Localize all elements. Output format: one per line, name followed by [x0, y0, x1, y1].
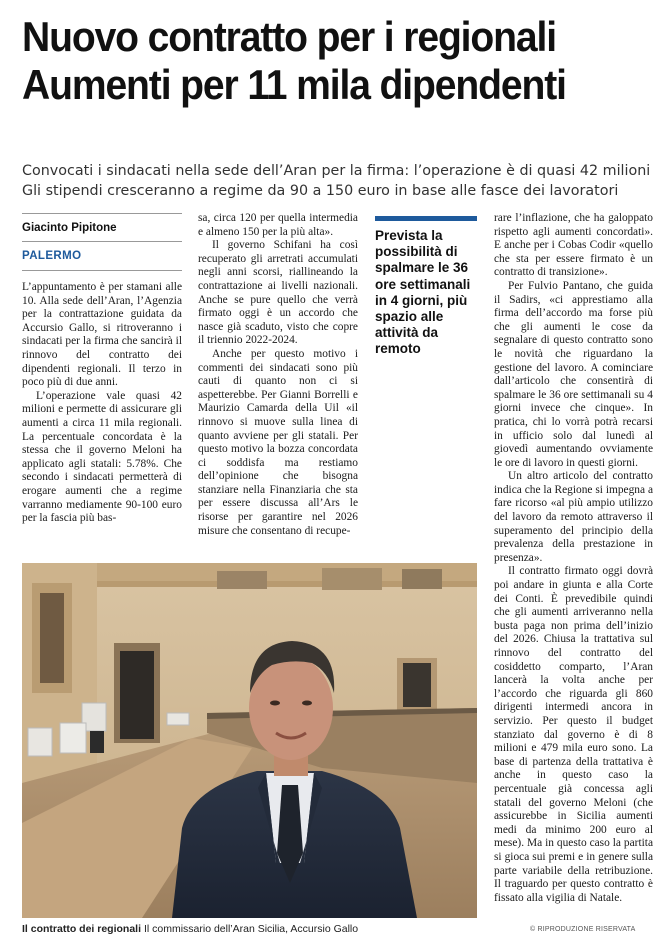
sidebar-accent-bar [375, 216, 477, 221]
dateline: PALERMO [22, 250, 82, 262]
byline-rule-bottom [22, 270, 182, 271]
paragraph: L’operazione vale quasi 42 milioni e permette di assicurare gli aumenti a circa 11 mila regionali. La percentuale concordata è la stessa che il governo Meloni ha applicato agli statali: 5.78%. Che secondo i sindacati permetterà di erogare aumenti che a regime varranno mediamente 90-100 euro per la fascia più bas- [22, 389, 182, 525]
caption-title: Il contratto dei regionali [22, 923, 142, 935]
headline-line-1: Nuovo contratto per i regionali [22, 13, 556, 60]
paragraph: Un altro articolo del contratto indica che la Regione si impegna a fare ricorso «al più ampio utilizzo del lavoro da remoto attraverso il superamento del principio della prevalenza della prestazione in presenza». [494, 470, 653, 564]
byline: Giacinto Pipitone [22, 222, 117, 234]
photo-accursio-gallo [22, 563, 477, 918]
paragraph: sa, circa 120 per quella intermedia e almeno 150 per la più alta». [198, 212, 358, 238]
subhead-line-2: Gli stipendi cresceranno a regime da 90 a 150 euro in base alle fasce dei lavoratori [22, 183, 619, 199]
copyright-notice: © RIPRODUZIONE RISERVATA [530, 926, 636, 933]
sidebar-highlight: Prevista la possibilità di spalmare le 36 ore settimanali in 4 giorni, più spazio alle attività da remoto [375, 228, 471, 357]
paragraph: rare l’inflazione, che ha galoppato rispetto agli aumenti concordati». E anche per i Cobas Codir «quello che sta per essere firmato è un contratto di transizione». [494, 212, 653, 279]
photo-caption [22, 923, 358, 935]
photo-illustration [22, 563, 477, 918]
caption-text: Il commissario dell’Aran Sicilia, Accursio Gallo [143, 923, 359, 935]
paragraph: Anche per questo motivo i commenti dei sindacati sono più cauti di quanto non ci si aspetterebbe. Per Gianni Borrelli e Maurizio Camarda della Uil «il rinnovo si muove sulla linea di quanto avviene per gli statali. Per questo motivo la bozza concordata ci soddisfa ma restiamo dell’opinione che bisogna stanziare nella Finanziaria che sta per essere discussa all’Ars le risorse per garantire nel 2026 misure che consentano di recupe- [198, 347, 358, 537]
headline-line-2: Aumenti per 11 mila dipendenti [22, 61, 566, 108]
byline-rule-mid [22, 241, 182, 242]
article-column-1 [22, 281, 182, 526]
paragraph: Per Fulvio Pantano, che guida il Sadirs, «ci apprestiamo alla firma dell’accordo ma forse più che gli aumenti le cose da segnalare di questo contratto sono le novità che riguardano la gestione del lavoro. A cominciare dall’articolo che consentirà di spalmare le 36 ore settimanali su 4 giorni invece che cinque». In pratica, chi lo vorrà potrà recarsi in ufficio solo dal lunedì al giovedì aumentando ovviamente le ore di lavoro in questi giorni. [494, 279, 653, 469]
paragraph: L’appuntamento è per stamani alle 10. Alla sede dell’Aran, l’Agenzia per la contrattazione guidata da Accursio Gallo, si ritroveranno i sindacati per la firma che sancirà il rinnovo del contratto dei dipendenti regionali. Il terzo in poco più di due anni. [22, 281, 182, 389]
article-column-2 [198, 212, 358, 538]
byline-rule-top [22, 213, 182, 214]
paragraph: Il contratto firmato oggi dovrà poi andare in giunta e alla Corte dei Conti. È prevedibile quindi che gli aumenti arriveranno nella busta paga non prima dell’inizio del 2026. Chiusa la trattativa sul rinnovo del contratto del cosiddetto comparto, l’Aran lancerà la volta anche per l’accordo che riguarda gli 860 dirigenti intermedi ancora in servizio. Per questo il budget stanziato dal governo è di 8 milioni e 479 mila euro sono. La base di partenza della trattativa è anche in questo caso la percentuale già concessa agli statali del governo Meloni (che assicurebbe in Sicilia aumenti medi da minimo 200 euro al mese). Ma in questo caso la partita si gioca sui premi e in genere sulla parte variabile della retribuzione. Il traguardo per questo contratto è fissato alla vigilia di Natale. [494, 565, 653, 904]
paragraph: Il governo Schifani ha così recuperato gli arretrati accumulati negli anni scorsi, riallineando la contrattazione ai livelli nazionali. Anche se pure quello che verrà firmato oggi è un accordo che nasce già scaduto, visto che copre il triennio 2022-2024. [198, 239, 358, 347]
subhead-line-1: Convocati i sindacati nella sede dell’Aran per la firma: l’operazione è di quasi 42 milioni [22, 163, 651, 179]
article-column-4 [494, 212, 653, 905]
